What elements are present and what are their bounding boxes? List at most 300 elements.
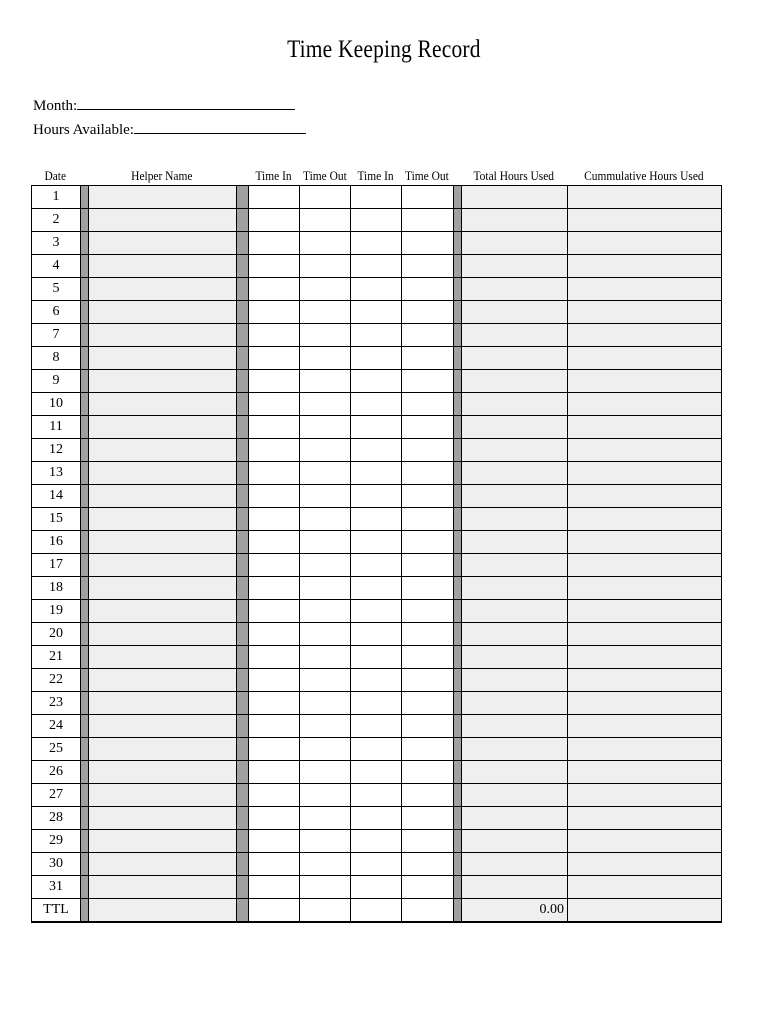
time-out-2-cell[interactable] <box>402 784 454 807</box>
date-cell: 19 <box>32 600 81 623</box>
left-separator <box>81 623 89 646</box>
helper-name-cell[interactable] <box>89 209 237 232</box>
cumulative-hours-cell[interactable] <box>568 646 722 669</box>
total-hours-cell[interactable] <box>462 738 568 761</box>
time-table <box>31 185 722 923</box>
time-out-2-cell[interactable] <box>402 853 454 876</box>
time-in-1-cell[interactable] <box>249 416 300 439</box>
cumulative-hours-cell[interactable] <box>568 876 722 899</box>
helper-name-cell[interactable] <box>89 899 237 922</box>
time-out-2-cell[interactable] <box>402 439 454 462</box>
left-separator <box>81 347 89 370</box>
time-out-1-cell[interactable] <box>300 324 351 347</box>
time-out-1-cell[interactable] <box>300 600 351 623</box>
table-row <box>32 462 722 485</box>
total-hours-cell[interactable] <box>462 462 568 485</box>
left-separator <box>81 439 89 462</box>
time-out-2-cell[interactable] <box>402 807 454 830</box>
total-hours-cell[interactable] <box>462 531 568 554</box>
time-out-2-cell[interactable] <box>402 301 454 324</box>
right-separator <box>454 577 462 600</box>
time-in-1-cell[interactable] <box>249 853 300 876</box>
helper-name-cell[interactable] <box>89 255 237 278</box>
right-separator <box>454 646 462 669</box>
helper-name-cell[interactable] <box>89 761 237 784</box>
cumulative-hours-cell[interactable] <box>568 738 722 761</box>
time-in-2-cell[interactable] <box>351 255 402 278</box>
time-in-2-cell[interactable] <box>351 462 402 485</box>
time-in-1-cell[interactable] <box>249 531 300 554</box>
helper-name-cell[interactable] <box>89 416 237 439</box>
time-out-2-cell[interactable] <box>402 669 454 692</box>
helper-name-cell[interactable] <box>89 324 237 347</box>
helper-name-cell[interactable] <box>89 577 237 600</box>
time-out-1-cell[interactable] <box>300 761 351 784</box>
mid-separator <box>237 186 249 209</box>
time-out-1-cell[interactable] <box>300 646 351 669</box>
cumulative-hours-cell[interactable] <box>568 278 722 301</box>
time-out-1-cell[interactable] <box>300 692 351 715</box>
cumulative-hours-cell[interactable] <box>568 692 722 715</box>
time-in-2-cell[interactable] <box>351 692 402 715</box>
cumulative-hours-cell[interactable] <box>568 853 722 876</box>
date-cell: 17 <box>32 554 81 577</box>
cumulative-hours-cell[interactable] <box>568 807 722 830</box>
time-in-1-cell[interactable] <box>249 393 300 416</box>
time-in-2-cell[interactable] <box>351 623 402 646</box>
total-hours-cell[interactable] <box>462 692 568 715</box>
cumulative-hours-cell[interactable] <box>568 232 722 255</box>
time-in-1-cell[interactable] <box>249 439 300 462</box>
helper-name-cell[interactable] <box>89 485 237 508</box>
left-separator <box>81 209 89 232</box>
time-out-1-cell[interactable] <box>300 554 351 577</box>
date-cell: 27 <box>32 784 81 807</box>
time-in-2-cell[interactable] <box>351 370 402 393</box>
time-in-2-cell[interactable] <box>351 186 402 209</box>
helper-name-cell[interactable] <box>89 393 237 416</box>
cumulative-hours-cell[interactable] <box>568 830 722 853</box>
time-out-2-cell[interactable] <box>402 347 454 370</box>
date-cell: 18 <box>32 577 81 600</box>
helper-name-cell[interactable] <box>89 554 237 577</box>
time-in-1-cell[interactable] <box>249 370 300 393</box>
time-in-2-cell[interactable] <box>351 232 402 255</box>
left-separator <box>81 485 89 508</box>
helper-name-cell[interactable] <box>89 278 237 301</box>
hours-available-blank-line[interactable] <box>134 119 306 134</box>
time-out-2-cell[interactable] <box>402 738 454 761</box>
table-row <box>32 853 722 876</box>
right-separator <box>454 554 462 577</box>
helper-name-cell[interactable] <box>89 669 237 692</box>
total-hours-cell[interactable] <box>462 876 568 899</box>
time-out-1-cell[interactable] <box>300 531 351 554</box>
total-hours-cell[interactable] <box>462 761 568 784</box>
time-out-1-cell[interactable] <box>300 508 351 531</box>
time-in-1-cell[interactable] <box>249 577 300 600</box>
time-in-1-cell[interactable] <box>249 485 300 508</box>
right-separator <box>454 784 462 807</box>
table-row <box>32 301 722 324</box>
right-separator <box>454 393 462 416</box>
cumulative-hours-cell[interactable] <box>568 600 722 623</box>
cumulative-hours-cell[interactable] <box>568 324 722 347</box>
helper-name-cell[interactable] <box>89 232 237 255</box>
time-out-1-cell[interactable] <box>300 209 351 232</box>
left-separator <box>81 531 89 554</box>
helper-name-cell[interactable] <box>89 301 237 324</box>
time-out-1-cell[interactable] <box>300 255 351 278</box>
helper-name-cell[interactable] <box>89 715 237 738</box>
left-separator <box>81 715 89 738</box>
time-out-2-cell[interactable] <box>402 646 454 669</box>
time-out-1-cell[interactable] <box>300 876 351 899</box>
helper-name-cell[interactable] <box>89 186 237 209</box>
time-in-1-cell[interactable] <box>249 761 300 784</box>
time-out-1-cell[interactable] <box>300 439 351 462</box>
helper-name-cell[interactable] <box>89 784 237 807</box>
time-in-1-cell[interactable] <box>249 232 300 255</box>
total-hours-cell[interactable] <box>462 186 568 209</box>
total-hours-cell[interactable] <box>462 669 568 692</box>
cumulative-hours-cell[interactable] <box>568 209 722 232</box>
table-row <box>32 738 722 761</box>
total-hours-cell[interactable] <box>462 393 568 416</box>
time-in-1-cell[interactable] <box>249 669 300 692</box>
time-in-2-cell[interactable] <box>351 347 402 370</box>
time-out-2-cell[interactable] <box>402 508 454 531</box>
time-in-1-cell[interactable] <box>249 715 300 738</box>
right-separator <box>454 807 462 830</box>
left-separator <box>81 807 89 830</box>
left-separator <box>81 646 89 669</box>
table-row <box>32 508 722 531</box>
cumulative-hours-cell[interactable] <box>568 393 722 416</box>
time-in-2-cell[interactable] <box>351 715 402 738</box>
total-hours-cell[interactable] <box>462 485 568 508</box>
right-separator <box>454 370 462 393</box>
time-out-2-cell[interactable] <box>402 255 454 278</box>
cumulative-hours-cell[interactable] <box>568 462 722 485</box>
total-hours-cell[interactable] <box>462 439 568 462</box>
cumulative-hours-cell[interactable] <box>568 508 722 531</box>
time-in-1-cell[interactable] <box>249 347 300 370</box>
left-separator <box>81 278 89 301</box>
cumulative-hours-cell[interactable] <box>568 370 722 393</box>
time-in-1-cell[interactable] <box>249 807 300 830</box>
month-blank-line[interactable] <box>77 95 295 110</box>
time-out-1-cell[interactable] <box>300 899 351 922</box>
time-in-1-cell[interactable] <box>249 324 300 347</box>
hours-available-label: Hours Available: <box>33 122 134 138</box>
mid-separator <box>237 669 249 692</box>
time-in-1-cell[interactable] <box>249 692 300 715</box>
time-out-1-cell[interactable] <box>300 577 351 600</box>
time-in-2-cell[interactable] <box>351 485 402 508</box>
time-out-2-cell[interactable] <box>402 370 454 393</box>
helper-name-cell[interactable] <box>89 853 237 876</box>
time-out-2-cell[interactable] <box>402 232 454 255</box>
total-hours-cell[interactable] <box>462 577 568 600</box>
time-out-2-cell[interactable] <box>402 600 454 623</box>
time-in-2-cell[interactable] <box>351 439 402 462</box>
mid-separator <box>237 531 249 554</box>
helper-name-cell[interactable] <box>89 462 237 485</box>
left-separator <box>81 462 89 485</box>
date-cell: 9 <box>32 370 81 393</box>
time-in-1-cell[interactable] <box>249 623 300 646</box>
time-out-1-cell[interactable] <box>300 370 351 393</box>
right-separator <box>454 232 462 255</box>
time-in-2-cell[interactable] <box>351 738 402 761</box>
cumulative-hours-cell[interactable] <box>568 416 722 439</box>
time-in-2-cell[interactable] <box>351 761 402 784</box>
time-out-1-cell[interactable] <box>300 186 351 209</box>
time-out-1-cell[interactable] <box>300 669 351 692</box>
total-hours-cell[interactable] <box>462 853 568 876</box>
time-in-2-cell[interactable] <box>351 876 402 899</box>
table-row <box>32 761 722 784</box>
cumulative-hours-cell[interactable] <box>568 715 722 738</box>
time-out-2-cell[interactable] <box>402 462 454 485</box>
time-out-1-cell[interactable] <box>300 715 351 738</box>
time-out-2-cell[interactable] <box>402 692 454 715</box>
time-out-2-cell[interactable] <box>402 830 454 853</box>
total-hours-cell[interactable] <box>462 807 568 830</box>
total-hours-cell[interactable] <box>462 324 568 347</box>
cumulative-hours-cell[interactable] <box>568 186 722 209</box>
time-in-1-cell[interactable] <box>249 209 300 232</box>
left-separator <box>81 899 89 922</box>
time-in-2-cell[interactable] <box>351 853 402 876</box>
time-in-2-cell[interactable] <box>351 278 402 301</box>
time-in-1-cell[interactable] <box>249 600 300 623</box>
time-in-1-cell[interactable] <box>249 554 300 577</box>
total-hours-cell[interactable] <box>462 232 568 255</box>
time-out-1-cell[interactable] <box>300 278 351 301</box>
cumulative-hours-cell[interactable] <box>568 554 722 577</box>
helper-name-cell[interactable] <box>89 531 237 554</box>
time-out-2-cell[interactable] <box>402 485 454 508</box>
time-out-2-cell[interactable] <box>402 623 454 646</box>
cumulative-hours-cell[interactable] <box>568 623 722 646</box>
time-out-1-cell[interactable] <box>300 830 351 853</box>
cumulative-hours-cell[interactable] <box>568 531 722 554</box>
time-in-2-cell[interactable] <box>351 416 402 439</box>
total-hours-cell[interactable] <box>462 301 568 324</box>
cumulative-hours-cell[interactable] <box>568 899 722 922</box>
time-in-1-cell[interactable] <box>249 876 300 899</box>
total-hours-cell[interactable] <box>462 347 568 370</box>
right-separator <box>454 830 462 853</box>
time-in-2-cell[interactable] <box>351 669 402 692</box>
time-out-2-cell[interactable] <box>402 876 454 899</box>
time-out-1-cell[interactable] <box>300 807 351 830</box>
date-cell: 8 <box>32 347 81 370</box>
time-in-1-cell[interactable] <box>249 255 300 278</box>
left-separator <box>81 761 89 784</box>
time-out-2-cell[interactable] <box>402 577 454 600</box>
helper-name-cell[interactable] <box>89 439 237 462</box>
time-in-2-cell[interactable] <box>351 600 402 623</box>
total-hours-cell[interactable] <box>462 416 568 439</box>
cumulative-hours-cell[interactable] <box>568 439 722 462</box>
total-hours-cell[interactable] <box>462 715 568 738</box>
date-cell: 1 <box>32 186 81 209</box>
time-out-1-cell[interactable] <box>300 347 351 370</box>
time-in-1-cell[interactable] <box>249 186 300 209</box>
total-hours-cell[interactable] <box>462 830 568 853</box>
left-separator <box>81 301 89 324</box>
time-out-2-cell[interactable] <box>402 209 454 232</box>
helper-name-cell[interactable] <box>89 600 237 623</box>
total-hours-cell[interactable] <box>462 554 568 577</box>
time-in-1-cell[interactable] <box>249 462 300 485</box>
helper-name-cell[interactable] <box>89 646 237 669</box>
total-hours-cell[interactable] <box>462 508 568 531</box>
mid-separator <box>237 209 249 232</box>
left-separator <box>81 186 89 209</box>
time-out-2-cell[interactable] <box>402 324 454 347</box>
total-hours-cell[interactable] <box>462 646 568 669</box>
time-out-1-cell[interactable] <box>300 232 351 255</box>
time-out-1-cell[interactable] <box>300 393 351 416</box>
month-field[interactable] <box>33 95 295 115</box>
time-in-2-cell[interactable] <box>351 899 402 922</box>
time-in-2-cell[interactable] <box>351 393 402 416</box>
date-cell: 31 <box>32 876 81 899</box>
total-hours-cell[interactable] <box>462 278 568 301</box>
right-separator <box>454 278 462 301</box>
time-in-2-cell[interactable] <box>351 301 402 324</box>
hours-available-field[interactable] <box>33 119 306 139</box>
helper-name-cell[interactable] <box>89 623 237 646</box>
time-in-2-cell[interactable] <box>351 209 402 232</box>
right-separator <box>454 209 462 232</box>
total-hours-cell[interactable] <box>462 600 568 623</box>
table-row <box>32 485 722 508</box>
mid-separator <box>237 232 249 255</box>
mid-separator <box>237 899 249 922</box>
time-in-1-cell[interactable] <box>249 301 300 324</box>
table-row <box>32 623 722 646</box>
time-in-1-cell[interactable] <box>249 830 300 853</box>
helper-name-cell[interactable] <box>89 508 237 531</box>
table-row <box>32 209 722 232</box>
table-row <box>32 784 722 807</box>
total-hours-cell[interactable]: 0.00 <box>462 899 568 922</box>
cumulative-hours-cell[interactable] <box>568 577 722 600</box>
time-out-1-cell[interactable] <box>300 462 351 485</box>
total-hours-cell[interactable] <box>462 209 568 232</box>
time-out-1-cell[interactable] <box>300 485 351 508</box>
time-in-1-cell[interactable] <box>249 646 300 669</box>
right-separator <box>454 462 462 485</box>
time-in-1-cell[interactable] <box>249 738 300 761</box>
header-time-out-1: Time Out <box>302 168 347 183</box>
time-in-1-cell[interactable] <box>249 278 300 301</box>
mid-separator <box>237 301 249 324</box>
time-in-2-cell[interactable] <box>351 577 402 600</box>
helper-name-cell[interactable] <box>89 738 237 761</box>
table-row <box>32 554 722 577</box>
time-in-1-cell[interactable] <box>249 899 300 922</box>
time-out-2-cell[interactable] <box>402 186 454 209</box>
date-cell: 13 <box>32 462 81 485</box>
total-hours-cell[interactable] <box>462 623 568 646</box>
time-in-2-cell[interactable] <box>351 508 402 531</box>
helper-name-cell[interactable] <box>89 830 237 853</box>
helper-name-cell[interactable] <box>89 876 237 899</box>
cumulative-hours-cell[interactable] <box>568 761 722 784</box>
date-cell: 2 <box>32 209 81 232</box>
cumulative-hours-cell[interactable] <box>568 255 722 278</box>
cumulative-hours-cell[interactable] <box>568 669 722 692</box>
table-row <box>32 600 722 623</box>
right-separator <box>454 186 462 209</box>
total-hours-cell[interactable] <box>462 255 568 278</box>
time-in-2-cell[interactable] <box>351 324 402 347</box>
date-cell: 12 <box>32 439 81 462</box>
helper-name-cell[interactable] <box>89 347 237 370</box>
date-cell: 28 <box>32 807 81 830</box>
time-out-2-cell[interactable] <box>402 554 454 577</box>
time-out-2-cell[interactable] <box>402 278 454 301</box>
time-out-1-cell[interactable] <box>300 738 351 761</box>
right-separator <box>454 416 462 439</box>
time-in-2-cell[interactable] <box>351 784 402 807</box>
left-separator <box>81 853 89 876</box>
cumulative-hours-cell[interactable] <box>568 347 722 370</box>
total-hours-cell[interactable] <box>462 784 568 807</box>
date-cell: 23 <box>32 692 81 715</box>
helper-name-cell[interactable] <box>89 692 237 715</box>
time-out-2-cell[interactable] <box>402 393 454 416</box>
time-out-1-cell[interactable] <box>300 301 351 324</box>
total-hours-cell[interactable] <box>462 370 568 393</box>
time-in-2-cell[interactable] <box>351 531 402 554</box>
time-out-2-cell[interactable] <box>402 761 454 784</box>
time-out-2-cell[interactable] <box>402 416 454 439</box>
time-out-1-cell[interactable] <box>300 784 351 807</box>
time-in-2-cell[interactable] <box>351 646 402 669</box>
table-row <box>32 370 722 393</box>
time-out-2-cell[interactable] <box>402 899 454 922</box>
cumulative-hours-cell[interactable] <box>568 485 722 508</box>
left-separator <box>81 393 89 416</box>
time-in-2-cell[interactable] <box>351 807 402 830</box>
time-in-2-cell[interactable] <box>351 830 402 853</box>
time-out-2-cell[interactable] <box>402 531 454 554</box>
time-out-1-cell[interactable] <box>300 623 351 646</box>
month-label: Month: <box>33 98 78 114</box>
time-out-2-cell[interactable] <box>402 715 454 738</box>
cumulative-hours-cell[interactable] <box>568 301 722 324</box>
time-out-1-cell[interactable] <box>300 416 351 439</box>
helper-name-cell[interactable] <box>89 807 237 830</box>
helper-name-cell[interactable] <box>89 370 237 393</box>
table-row <box>32 393 722 416</box>
time-out-1-cell[interactable] <box>300 853 351 876</box>
table-row <box>32 807 722 830</box>
time-in-1-cell[interactable] <box>249 784 300 807</box>
cumulative-hours-cell[interactable] <box>568 784 722 807</box>
time-in-1-cell[interactable] <box>249 508 300 531</box>
mid-separator <box>237 485 249 508</box>
right-separator <box>454 324 462 347</box>
time-in-2-cell[interactable] <box>351 554 402 577</box>
